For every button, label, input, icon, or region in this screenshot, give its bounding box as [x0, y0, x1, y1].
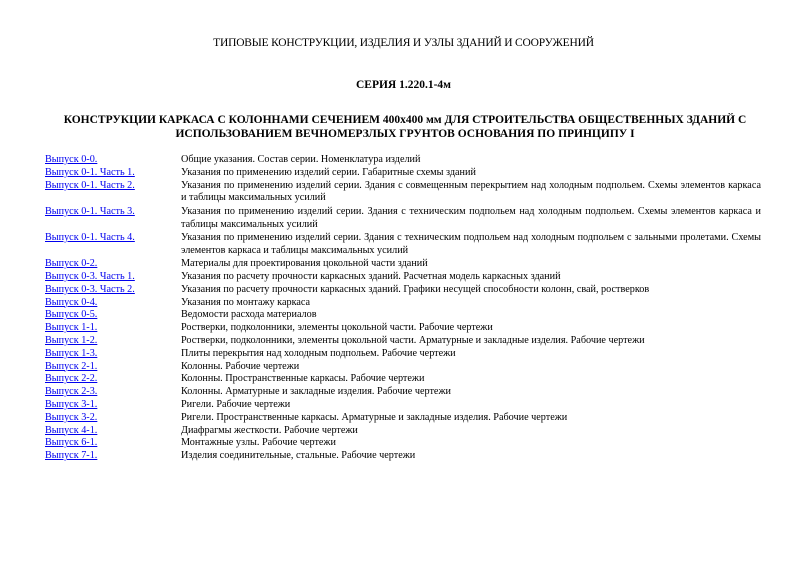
table-row [45, 399, 761, 412]
issue-link[interactable]: Выпуск 3-1. [45, 398, 98, 410]
table-row [45, 386, 761, 399]
issue-description: Указания по применению изделий серии. Здания с совмещенным перекрытием над холодным подпольем. Схемы элементов каркаса и таблицы максимальных усилий [181, 179, 761, 204]
issue-description: Указания по применению изделий серии. Габаритные схемы зданий [181, 166, 476, 178]
table-row [45, 271, 761, 284]
issue-link[interactable]: Выпуск 0-5. [45, 309, 98, 321]
issue-link[interactable]: Выпуск 0-1. Часть 2. [45, 179, 135, 191]
table-row [45, 180, 761, 206]
issue-link[interactable]: Выпуск 0-3. Часть 1. [45, 270, 135, 282]
issue-description: Ведомости расхода материалов [181, 309, 317, 321]
issue-description: Материалы для проектирования цокольной части зданий [181, 258, 428, 270]
issue-description: Ригели. Рабочие чертежи [181, 398, 291, 410]
issue-link[interactable]: Выпуск 6-1. [45, 437, 98, 449]
issue-link[interactable]: Выпуск 2-3. [45, 386, 98, 398]
table-row [45, 348, 761, 361]
issue-link[interactable]: Выпуск 0-3. Часть 2. [45, 283, 135, 295]
table-row [45, 206, 761, 232]
table-row [45, 450, 761, 463]
issue-description: Плиты перекрытия над холодным подпольем. Рабочие чертежи [181, 347, 456, 359]
table-row [45, 412, 761, 425]
issue-link[interactable]: Выпуск 0-0. [45, 154, 98, 165]
table-row [45, 425, 761, 438]
issue-description: Монтажные узлы. Рабочие чертежи [181, 437, 336, 449]
table-row [45, 309, 761, 322]
issue-description: Указания по расчету прочности каркасных зданий. Расчетная модель каркасных зданий [181, 270, 561, 282]
table-row [45, 437, 761, 450]
issue-link[interactable]: Выпуск 3-2. [45, 411, 98, 423]
issue-description: Указания по применению изделий серии. Здания с техническим подпольем над холодным подпольем с зальными пролетами. Схемы элементов каркаса и таблицы максимальных усилий [181, 231, 761, 256]
issue-link[interactable]: Выпуск 1-3. [45, 347, 98, 359]
issue-description: Колонны. Пространственные каркасы. Рабочие чертежи [181, 373, 425, 385]
issue-link[interactable]: Выпуск 0-1. Часть 1. [45, 166, 135, 178]
issue-link[interactable]: Выпуск 2-1. [45, 360, 98, 372]
issue-description: Ростверки, подколонники, элементы цокольной части. Арматурные и закладные изделия. Рабочие чертежи [181, 334, 645, 346]
issue-link[interactable]: Выпуск 7-1. [45, 450, 98, 462]
issue-link[interactable]: Выпуск 4-1. [45, 424, 98, 436]
issue-description: Колонны. Арматурные и закладные изделия. Рабочие чертежи [181, 386, 451, 398]
issue-description: Указания по расчету прочности каркасных зданий. Графики несущей способности колонн, свай, ростверков [181, 283, 650, 295]
issue-link[interactable]: Выпуск 0-4. [45, 296, 98, 308]
issue-link[interactable]: Выпуск 0-2. [45, 258, 98, 270]
issue-description: Диафрагмы жесткости. Рабочие чертежи [181, 424, 358, 436]
table-row [45, 232, 761, 258]
issue-description: Изделия соединительные, стальные. Рабочие чертежи [181, 450, 416, 462]
issue-link[interactable]: Выпуск 2-2. [45, 373, 98, 385]
document-title: КОНСТРУКЦИИ КАРКАСА С КОЛОННАМИ СЕЧЕНИЕМ 400х400 мм ДЛЯ СТРОИТЕЛЬСТВА ОБЩЕСТВЕННЫХ ЗДАНИЙ С ИСПОЛЬЗОВАНИЕМ ВЕЧНОМЕРЗЛЫХ ГРУНТОВ ОСНОВАНИЯ ПО ПРИНЦИПУ I [63, 114, 747, 140]
document-header: ТИПОВЫЕ КОНСТРУКЦИИ, ИЗДЕЛИЯ И УЗЛЫ ЗДАНИЙ И СООРУЖЕНИЙ [213, 37, 594, 49]
table-row [45, 258, 761, 271]
issue-link[interactable]: Выпуск 0-1. Часть 4. [45, 231, 135, 243]
table-row [45, 284, 761, 297]
table-row [45, 335, 761, 348]
issue-description: Колонны. Рабочие чертежи [181, 360, 300, 372]
issue-description: Ростверки, подколонники, элементы цокольной части. Рабочие чертежи [181, 322, 493, 334]
table-row [45, 361, 761, 374]
issue-description: Указания по монтажу каркаса [181, 296, 311, 308]
table-row [45, 167, 761, 180]
table-row [45, 373, 761, 386]
issue-description: Указания по применению изделий серии. Здания с техническим подпольем над холодным подпольем. Схемы элементов каркаса и таблицы максимальных усилий [181, 205, 761, 230]
issue-link[interactable]: Выпуск 1-1. [45, 322, 98, 334]
issue-description: Общие указания. Состав серии. Номенклатура изделий [181, 154, 421, 165]
table-row [45, 154, 761, 167]
issue-link[interactable]: Выпуск 1-2. [45, 334, 98, 346]
contents-table [45, 154, 761, 463]
series-number: СЕРИЯ 1.220.1-4м [355, 79, 452, 91]
table-row [45, 322, 761, 335]
issue-description: Ригели. Пространственные каркасы. Арматурные и закладные изделия. Рабочие чертежи [181, 411, 568, 423]
table-row [45, 297, 761, 310]
issue-link[interactable]: Выпуск 0-1. Часть 3. [45, 205, 135, 217]
